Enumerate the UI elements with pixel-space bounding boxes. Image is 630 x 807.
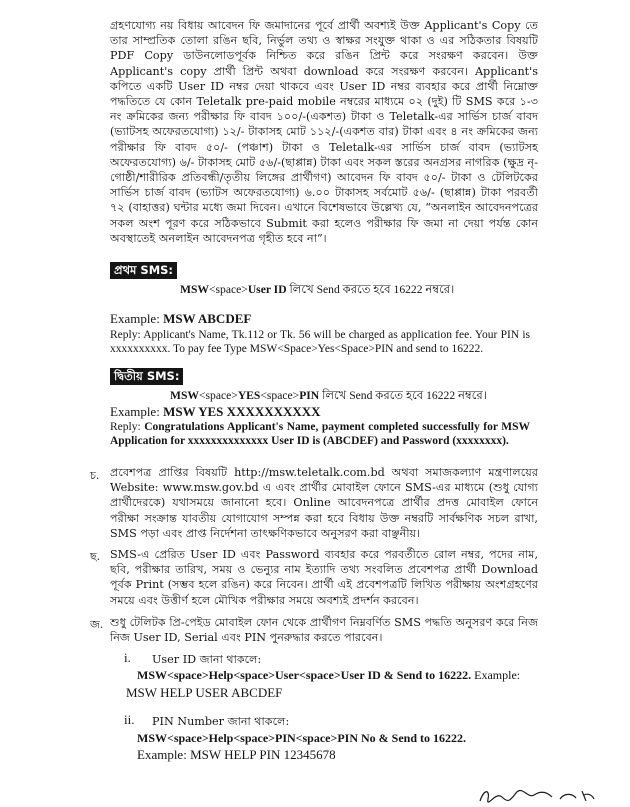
sub-i-example: MSW HELP USER ABCDEF	[126, 685, 283, 700]
sms2-cmd-yes: YES	[237, 389, 261, 402]
sms2-cmd-rest: লিখে Send করতে হবে 16222 নম্বরে।	[319, 389, 487, 402]
sms2-reply-text: Congratulations Applicant's Name, payment completed successfully for MSW Application for xxxxxxxxxxxxxx User ID is (ABCDEF) and Password (xxxxxxxx).	[110, 421, 530, 447]
item-cha-marker: চ.	[90, 469, 100, 482]
sub-i-cmd: MSW<space>Help<space>User<space>User ID & Send to 16222.	[137, 668, 472, 682]
sms2-example-value: MSW YES XXXXXXXXXX	[163, 404, 321, 419]
sub-i-command	[137, 668, 547, 683]
sms2-example-label: Example:	[110, 404, 164, 419]
sms1-command	[180, 281, 454, 300]
sms1-cmd-msw: MSW	[180, 283, 209, 296]
sms1-cmd-userid: User ID	[247, 283, 287, 296]
sub-ii-title: PIN Number জানা থাকলে:	[152, 715, 290, 728]
intro-block	[110, 18, 538, 246]
sms2-heading: দ্বিতীয় SMS:	[110, 368, 183, 385]
sub-ii-example: Example: MSW HELP PIN 12345678	[137, 747, 336, 762]
sms1-example-label: Example:	[110, 311, 164, 326]
handwritten-signature	[476, 785, 596, 805]
sms1-cmd-space: <space>	[208, 283, 248, 296]
sub-i-title: User ID জানা থাকলে:	[152, 653, 262, 666]
sms2-cmd-space2: <space>	[260, 389, 300, 402]
sms2-cmd-msw: MSW	[170, 389, 199, 402]
sms1-example	[110, 311, 251, 327]
sub-ii-command	[137, 731, 466, 746]
sub-ii-number: ii.	[124, 712, 135, 727]
sub-i-example-inline: Example:	[471, 668, 521, 682]
item-cha-text: প্রবেশপত্র প্রাপ্তির বিষয়টি http://msw.teletalk.com.bd অথবা সমাজকল্যাণ মন্ত্রণালয়ের Website: www.msw.gov.bd এ এবং প্রার্থীর মোবাইল ফোনে SMS-এর মাধ্যমে (শুধু যোগ্য প্রার্থীদেরকে) যথাসময়ে জানানো হবে। Online আবেদনপত্রে প্রার্থীর প্রদত্ত মোবাইল ফোনে পরীক্ষা সংক্রান্ত যাবতীয় যোগাযোগ সম্পন্ন করা হবে বিধায় উক্ত নম্বরটি সার্বক্ষণিক সচল রাখা, SMS পড়া এবং প্রাপ্ত নির্দেশনা তাৎক্ষণিকভাবে অনুসরণ করা বাঞ্ছনীয়।	[110, 466, 538, 540]
item-chha-text: SMS-এ প্রেরিত User ID এবং Password ব্যবহার করে পরবর্তীতে রোল নম্বর, পদের নাম, ছবি, পরীক্ষার তারিখ, সময় ও ভেন্যুর নাম ইত্যাদি তথ্য সংবলিত প্রবেশপত্র প্রার্থী Download পূর্বক Print (সম্ভব হলে রঙিন) করে নিবেন। প্রার্থী এই প্রবেশপত্রটি লিখিত পরীক্ষায় অংশগ্রহণের সময়ে এবং উত্তীর্ণ হলে মৌখিক পরীক্ষার সময়ে অবশ্যই প্রদর্শন করবেন।	[110, 548, 538, 607]
sub-i-number: i.	[124, 650, 131, 665]
sms1-reply: Reply: Applicant's Name, Tk.112 or Tk. 56 will be charged as application fee. Your PIN is xxxxxxxxxx. To pay fee Type MSW<Space>Yes<Space>PIN and send to 16222.	[110, 329, 530, 355]
sms2-cmd-space1: <space>	[198, 389, 238, 402]
sms2-example	[110, 404, 321, 420]
sms2-cmd-pin: PIN	[299, 389, 320, 402]
item-ja-marker: জ.	[90, 618, 104, 631]
sms2-reply-label: Reply:	[110, 421, 145, 433]
intro-paragraph: গ্রহণযোগ্য নয় বিধায় আবেদন ফি জমাদানের পূর্বে প্রার্থী অবশ্যই উক্ত Applicant's Copy তে তার সাম্প্রতিক তোলা রঙিন ছবি, নির্ভুল তথ্য ও স্বাক্ষর সংযুক্ত থাকা ও এর সঠিকতার বিষয়টি PDF Copy ডাউনলোডপূর্বক নিশ্চিত করে রঙিন প্রিন্ট করে সংরক্ষণ করবেন। উক্ত Applicant's copy প্রার্থী প্রিন্ট অথবা download করে সংরক্ষণ করবেন। Applicant's কপিতে একটি User ID নম্বর দেয়া থাকবে এবং User ID নম্বর ব্যবহার করে প্রার্থী নিম্নোক্ত পদ্ধতিতে যে কোন Teletalk pre-paid mobile নম্বরের মাধ্যমে ০২ (দুই) টি SMS করে ১-৩ নং ক্রমিকের জন্য পরীক্ষার ফি বাবদ ১০০/-(একশত) টাকা ও Teletalk-এর সার্ভিস চার্জ বাবদ (ভ্যাটসহ অফেরতযোগ্য) ১২/- টাকাসহ মোট ১১২/-(একশত বার) টাকা এবং ৪ নং ক্রমিকের জন্য পরীক্ষার ফি বাবদ ৫০/- (পঞ্চাশ) টাকা ও Teletalk-এর সার্ভিস চার্জ বাবদ (ভ্যাটসহ অফেরতযোগ্য) ৬/- টাকাসহ মোট ৫৬/-(ছাপ্পান্ন) টাকা এবং সকল স্তরের অনগ্রসর নাগরিক (ক্ষুদ্র নৃ-গোষ্ঠী/শারীরিক প্রতিবন্ধী/তৃতীয় লিঙ্গের প্রার্থীগণ) আবেদন ফি বাবদ ৫০/- টাকা ও টেলিটকের সার্ভিস চার্জ বাবদ (ভ্যাটস অফেরতযোগ্য) ৬.০০ টাকাসহ সর্বমোট ৫৬/- (ছাপ্পান্ন) টাকা পরবর্তী ৭২ (বাহাত্তর) ঘন্টার মধ্যে জমা দিবেন। এখানে বিশেষভাবে উল্লেখ্য যে, “অনলাইন আবেদনপত্রের সকল অংশ পূরণ করে সঠিকভাবে Submit করা হলেও পরীক্ষার ফি জমা না দেয়া পর্যন্ত কোন অবস্থাতেই অনলাইন আবেদনপত্র গৃহীত হবে না”।	[110, 19, 538, 245]
sms1-cmd-rest: লিখে Send করতে হবে 16222 নম্বরে।	[286, 283, 455, 296]
item-ja-text: শুধু টেলিটক প্রি-পেইড মোবাইল ফোন থেকে প্রার্থীগণ নিম্নবর্ণিত SMS পদ্ধতি অনুসরণ করে নিজ নিজ User ID, Serial এবং PIN পুনরুদ্ধার করতে পারবেন।	[110, 616, 538, 645]
sms1-heading: প্রথম SMS:	[110, 262, 177, 279]
sub-ii-cmd: MSW<space>Help<space>PIN<space>PIN No & Send to 16222.	[137, 731, 467, 745]
sms1-example-value: MSW ABCDEF	[163, 311, 252, 326]
sms2-reply	[110, 421, 530, 448]
item-chha-marker: ছ.	[90, 550, 101, 563]
